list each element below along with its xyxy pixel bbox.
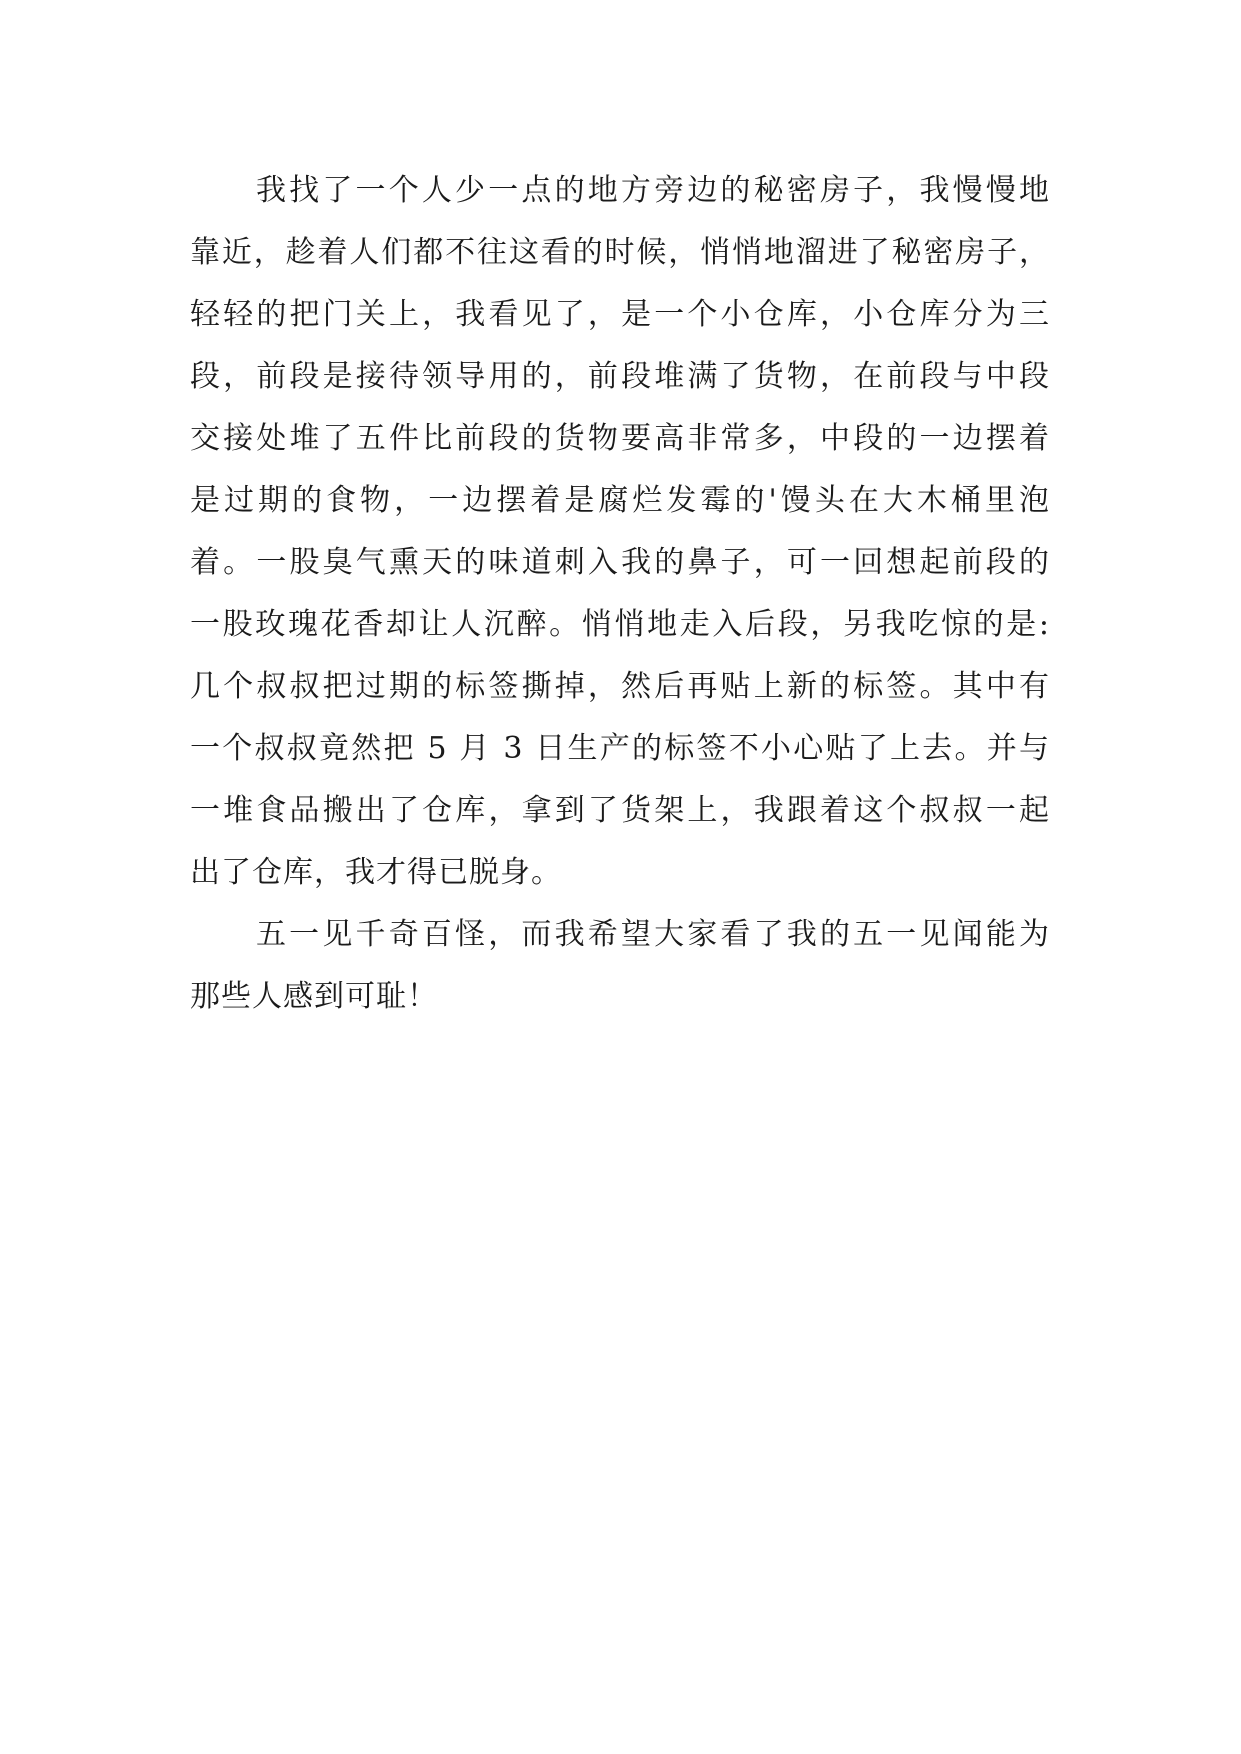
text-line: 交接处堆了五件比前段的货物要高非常多，中段的一边摆着 xyxy=(190,421,1050,456)
text-line: 几个叔叔把过期的标签撕掉，然后再贴上新的标签。其中有 xyxy=(190,669,1050,704)
text-line: 轻轻的把门关上，我看见了，是一个小仓库，小仓库分为三 xyxy=(190,297,1050,332)
paragraph xyxy=(190,160,1050,904)
paragraph xyxy=(190,904,1050,1028)
text-line: 一股玫瑰花香却让人沉醉。悄悄地走入后段，另我吃惊的是: xyxy=(190,607,1050,642)
text-line: 段，前段是接待领导用的，前段堆满了货物，在前段与中段 xyxy=(190,359,1050,394)
text-line: 一堆食品搬出了仓库，拿到了货架上，我跟着这个叔叔一起 xyxy=(190,793,1050,828)
text-line: 一个叔叔竟然把 5 月 3 日生产的标签不小心贴了上去。并与 xyxy=(190,731,1050,766)
text-line: 五一见千奇百怪，而我希望大家看了我的五一见闻能为 xyxy=(256,917,1050,952)
document-body xyxy=(190,160,1050,1028)
text-line: 那些人感到可耻！ xyxy=(190,979,438,1014)
text-line: 是过期的食物，一边摆着是腐烂发霉的'馒头在大木桶里泡 xyxy=(190,483,1050,518)
text-line: 着。一股臭气熏天的味道刺入我的鼻子，可一回想起前段的 xyxy=(190,545,1050,580)
text-line: 我找了一个人少一点的地方旁边的秘密房子，我慢慢地 xyxy=(256,173,1050,208)
text-line: 出了仓库，我才得已脱身。 xyxy=(190,855,562,890)
text-line: 靠近，趁着人们都不往这看的时候，悄悄地溜进了秘密房子， xyxy=(190,235,1050,270)
